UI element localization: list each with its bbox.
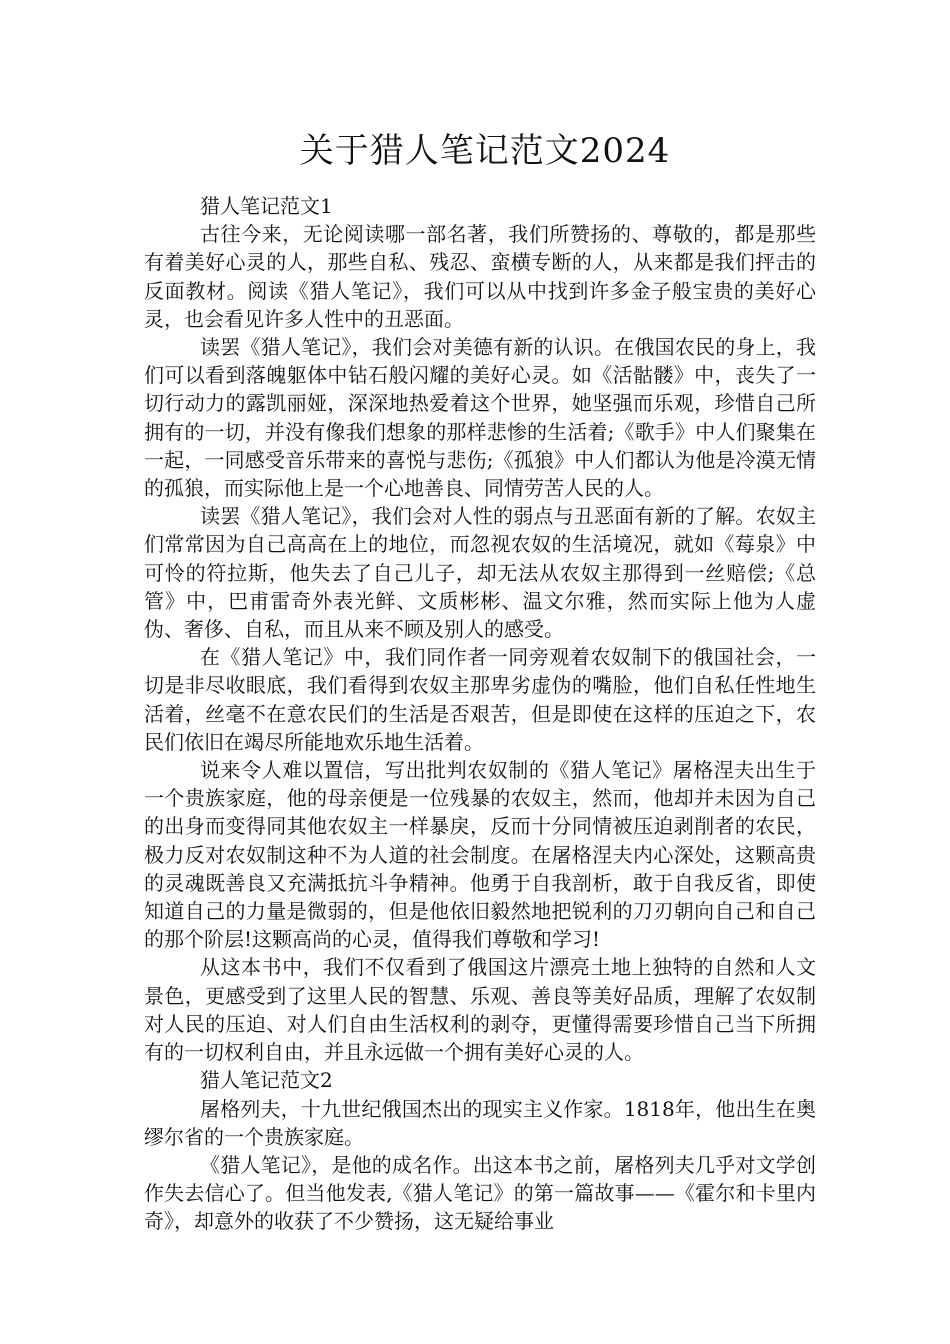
paragraph: 读罢《猎人笔记》，我们会对人性的弱点与丑恶面有新的了解。农奴主们常常因为自己高高在上的地位，而忽视农奴的生活境况，就如《莓泉》中可怜的符拉斯，他失去了自己儿子，却无法从农奴主那得到一丝赔偿;《总管》中，巴甫雷奇外表光鲜、文质彬彬、温文尔雅，然而实际上他为人虚伪、奢侈、自私，而且从来不顾及别人的感受。 <box>144 504 816 642</box>
paragraph: 《猎人笔记》，是他的成名作。出这本书之前，屠格列夫几乎对文学创作失去信心了。但当他发表,《猎人笔记》的第一篇故事——《霍尔和卡里内奇》，却意外的收获了不少赞扬，这无疑给事业 <box>144 1152 816 1234</box>
paragraph: 古往今来，无论阅读哪一部名著，我们所赞扬的、尊敬的，都是那些有着美好心灵的人，那些自私、残忍、蛮横专断的人，从来都是我们抨击的反面教材。阅读《猎人笔记》，我们可以从中找到许多金子般宝贵的美好心灵，也会看见许多人性中的丑恶面。 <box>144 222 816 331</box>
section-heading: 猎人笔记范文1 <box>200 194 333 218</box>
paragraph: 屠格列夫，十九世纪俄国杰出的现实主义作家。1818年，他出生在奥缪尔省的一个贵族家庭。 <box>144 1096 816 1149</box>
paragraph: 在《猎人笔记》中，我们同作者一同旁观着农奴制下的俄国社会，一切是非尽收眼底，我们看得到农奴主那卑劣虚伪的嘴脸，他们自私任性地生活着，丝毫不在意农民们的生活是否艰苦，但是即使在这样的压迫之下，农民们依旧在竭尽所能地欢乐地生活着。 <box>144 645 816 754</box>
paragraph: 读罢《猎人笔记》，我们会对美德有新的认识。在俄国农民的身上，我们可以看到落魄躯体中钻石般闪耀的美好心灵。如《活骷髅》中，丧失了一切行动力的露凯丽娅，深深地热爱着这个世界，她坚强而乐观，珍惜自己所拥有的一切，并没有像我们想象的那样悲惨的生活着;《歌手》中人们聚集在一起，一同感受音乐带来的喜悦与悲伤;《孤狼》中人们都认为他是冷漠无情的孤狼，而实际他上是一个心地善良、同情劳苦人民的人。 <box>144 335 816 501</box>
paragraph: 说来令人难以置信，写出批判农奴制的《猎人笔记》屠格涅夫出生于一个贵族家庭，他的母亲便是一位残暴的农奴主，然而，他却并未因为自己的出身而变得同其他农奴主一样暴戾，反而十分同情被压迫剥削者的农民，极力反对农奴制这种不为人道的社会制度。在屠格涅夫内心深处，这颗高贵的灵魂既善良又充满抵抗斗争精神。他勇于自我剖析，敢于自我反省，即使知道自己的力量是微弱的，但是他依旧毅然地把锐利的刀刃朝向自己和自己的那个阶层!这颗高尚的心灵，值得我们尊敬和学习! <box>144 758 816 952</box>
document-title: 关于猎人笔记范文2024 <box>299 131 671 171</box>
section-heading: 猎人笔记范文2 <box>200 1068 333 1093</box>
paragraph: 从这本书中，我们不仅看到了俄国这片漂亮土地上独特的自然和人文景色，更感受到了这里人民的智慧、乐观、善良等美好品质，理解了农奴制对人民的压迫、对人们自由生活权利的剥夺，更懂得需要珍惜自己当下所拥有的一切权利自由，并且永远做一个拥有美好心灵的人。 <box>144 955 816 1065</box>
section-1 <box>144 192 816 1066</box>
section-2 <box>144 1066 816 1235</box>
